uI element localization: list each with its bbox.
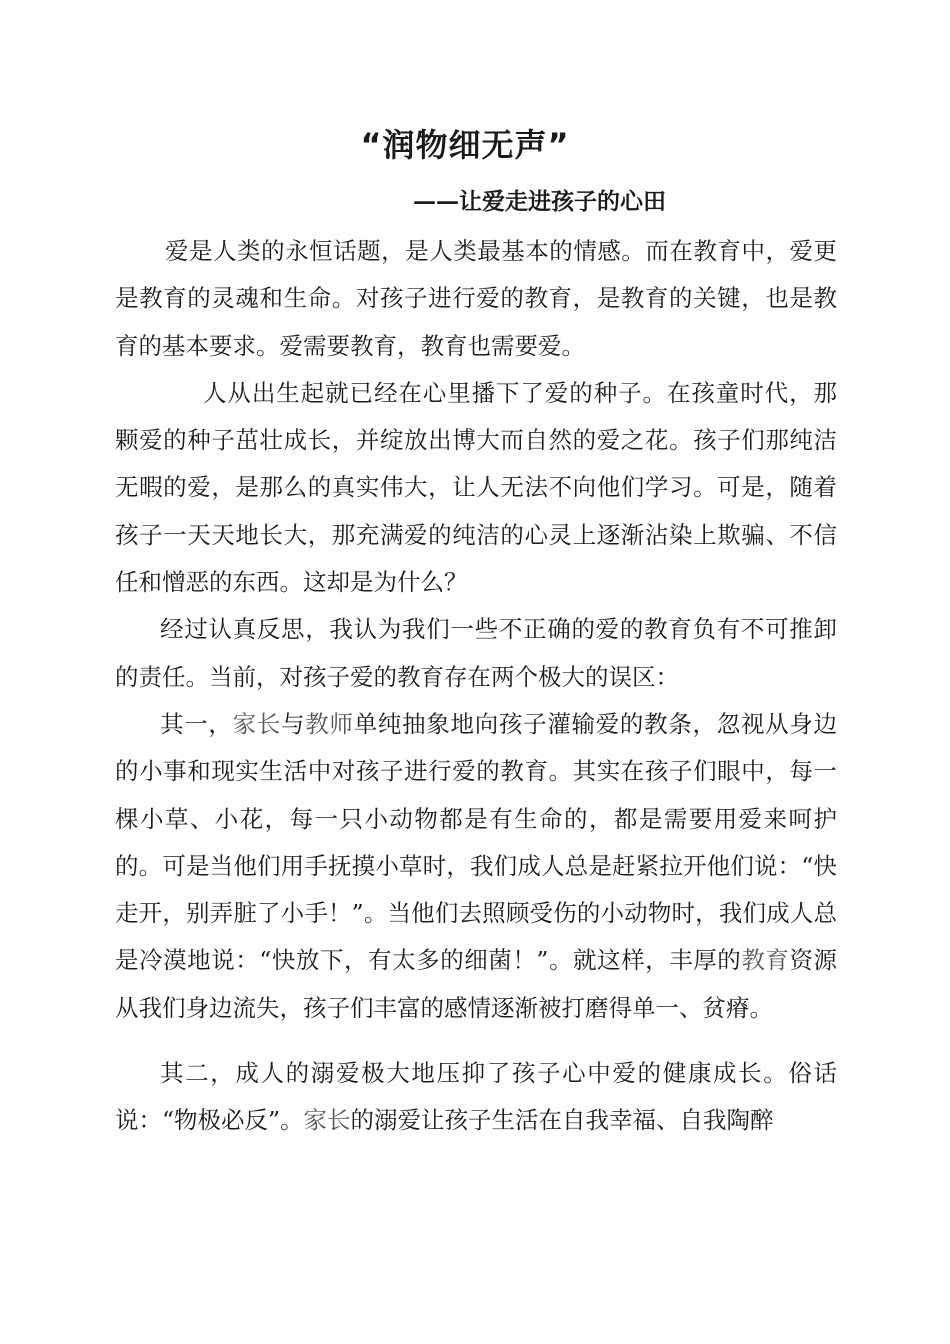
keyword-parents: 家长: [303, 1106, 351, 1135]
paragraph-5: [115, 1050, 837, 1145]
paragraph-4-text: 单纯抽象地向孩子灌输爱的教条，忽视从身边的小事和现实生活中对孩子进行爱的教育。其实在孩子们眼中，每一棵小草、小花，每一只小动物都是有生命的，都是需要用爱来呵护的。可是当他们用手抚摸小草时，我们成人总是赶紧拉开他们说：“快走开，别弄脏了小手！”。当他们去照顾受伤的小动物时，我们成人总是冷漠地说：“快放下，有太多的细菌！”。就这样，丰厚的: [115, 709, 838, 975]
paragraph-4-text: 资源从我们身边流失，孩子们丰富的感情逐渐被打磨得单一、贫瘠。: [115, 946, 838, 1022]
paragraph-4: [115, 701, 837, 1032]
paragraph-4-text: 与: [281, 709, 306, 738]
paragraph-1: 爱是人类的永恒话题，是人类最基本的情感。而在教育中，爱更是教育的灵魂和生命。对孩子进行爱的教育，是教育的关键，也是教育的基本要求。爱需要教育，教育也需要爱。: [115, 237, 837, 360]
document-body: [115, 228, 837, 1145]
paragraph-3: 经过认真反思，我认为我们一些不正确的爱的教育负有不可推卸的责任。当前，对孩子爱的教育存在两个极大的误区：: [115, 615, 837, 691]
paragraph-5-text: 的溺爱让孩子生活在自我幸福、自我陶醉: [350, 1106, 774, 1135]
paragraph-2: 人从出生起就已经在心里播下了爱的种子。在孩童时代，那颗爱的种子茁壮成长，并绽放出博大而自然的爱之花。孩子们那纯洁无暇的爱，是那么的真实伟大，让人无法不向他们学习。可是，随着孩子一天天地长大，那充满爱的纯洁的心灵上逐渐沾染上欺骗、不信任和憎恶的东西。这却是为什么？: [115, 378, 837, 597]
keyword-teacher: 教师: [305, 709, 354, 738]
document-subtitle: ——让爱走进孩子的心田: [413, 188, 666, 215]
document-title: “润物细无声”: [360, 126, 570, 164]
paragraph-5-text: 其二，成人的溺爱极大地压抑了孩子心中爱的健康成长。俗话说：“物极必反”。: [115, 1059, 837, 1135]
keyword-parents: 家长: [232, 709, 282, 738]
keyword-education: 教育: [741, 946, 790, 975]
paragraph-4-text: 其一，: [160, 709, 233, 738]
